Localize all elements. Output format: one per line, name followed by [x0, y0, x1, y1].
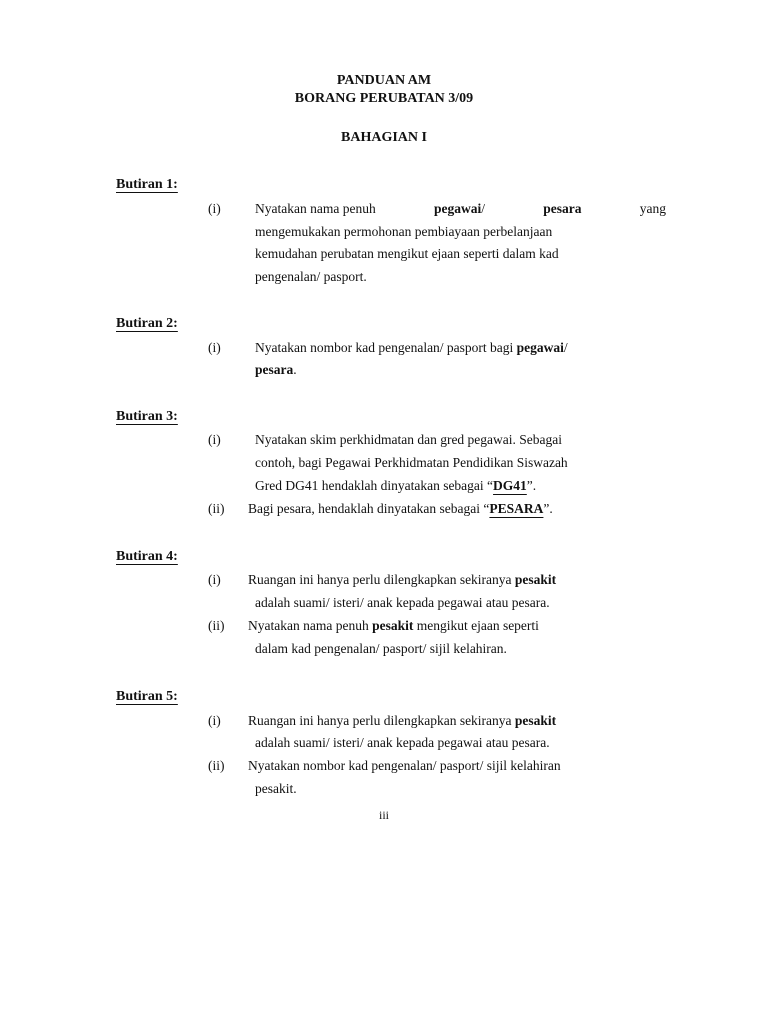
butiran-3-line-2: contoh, bagi Pegawai Perkhidmatan Pendidikan Siswazah — [255, 455, 568, 470]
butiran-1-line-1 — [255, 201, 666, 217]
page-number: iii — [378, 808, 389, 822]
butiran-2-line-1 — [255, 340, 568, 356]
text: Ruangan ini hanya perlu dilengkapkan sekiranya — [248, 713, 515, 728]
butiran-5-label: Butiran 5: — [116, 689, 178, 704]
text: Gred DG41 hendaklah dinyatakan sebagai “ — [255, 478, 494, 493]
butiran-5-line-3: Nyatakan nombor kad pengenalan/ pasport/ sijil kelahiran — [248, 758, 561, 773]
butiran-4-line-3 — [248, 618, 539, 634]
text: Ruangan ini hanya perlu dilengkapkan sekiranya — [248, 572, 515, 587]
text: . — [293, 362, 297, 377]
text-bold: pegawai — [516, 340, 564, 355]
butiran-4-item-ii-number: (ii) — [208, 618, 225, 633]
butiran-4-line-4: dalam kad pengenalan/ pasport/ sijil kelahiran. — [255, 641, 507, 656]
text: Nyatakan nama penuh — [255, 201, 376, 216]
text-bold: pegawai — [433, 201, 482, 216]
butiran-2-line-2 — [255, 362, 297, 378]
text-bold-underlined: PESARA — [489, 501, 544, 516]
butiran-3-line-1: Nyatakan skim perkhidmatan dan gred pegawai. Sebagai — [255, 432, 563, 447]
butiran-3-line-3 — [255, 478, 536, 494]
text: / — [481, 201, 485, 216]
text: / — [563, 340, 568, 355]
section-heading: BAHAGIAN I — [341, 130, 427, 145]
butiran-5-line-2: adalah suami/ isteri/ anak kepada pegawai atau pesara. — [255, 735, 550, 750]
text: Nyatakan nombor kad pengenalan/ pasport bagi — [255, 340, 517, 355]
text-bold: pesara — [255, 362, 294, 377]
text-bold: pesakit — [514, 572, 557, 587]
butiran-1-item-i-number: (i) — [208, 201, 221, 216]
text: ”. — [526, 478, 537, 493]
butiran-4-label: Butiran 4: — [116, 549, 178, 564]
butiran-3-item-ii-number: (ii) — [208, 501, 225, 516]
document-subtitle: BORANG PERUBATAN 3/09 — [294, 91, 474, 106]
butiran-3-line-4 — [248, 501, 553, 517]
text: Nyatakan nama penuh — [248, 618, 373, 633]
butiran-5-line-1 — [248, 713, 556, 729]
text-bold: pesakit — [372, 618, 414, 633]
butiran-4-line-1 — [248, 572, 556, 588]
document-title: PANDUAN AM — [336, 73, 432, 88]
text: yang — [639, 201, 666, 216]
butiran-1-line-3: kemudahan perubatan mengikut ejaan seperti dalam kad — [255, 246, 559, 261]
butiran-5-item-ii-number: (ii) — [208, 758, 225, 773]
butiran-1-line-4: pengenalan/ pasport. — [255, 269, 367, 284]
butiran-3-item-i-number: (i) — [208, 432, 221, 447]
butiran-5-item-i-number: (i) — [208, 713, 221, 728]
butiran-2-item-i-number: (i) — [208, 340, 221, 355]
butiran-4-line-2: adalah suami/ isteri/ anak kepada pegawai atau pesara. — [255, 595, 550, 610]
text-bold-underlined: DG41 — [493, 478, 527, 493]
butiran-1-label: Butiran 1: — [116, 177, 178, 192]
text: ”. — [543, 501, 553, 516]
butiran-1-line-2: mengemukakan permohonan pembiayaan perbelanjaan — [255, 224, 553, 239]
butiran-4-item-i-number: (i) — [208, 572, 221, 587]
text: mengikut ejaan seperti — [413, 618, 539, 633]
text-bold: pesara — [543, 201, 582, 216]
text-bold: pesakit — [514, 713, 557, 728]
butiran-5-line-4: pesakit. — [255, 781, 297, 796]
butiran-3-label: Butiran 3: — [116, 409, 178, 424]
butiran-2-label: Butiran 2: — [116, 316, 178, 331]
text: Bagi pesara, hendaklah dinyatakan sebagai “ — [248, 501, 490, 516]
text — [434, 201, 485, 217]
